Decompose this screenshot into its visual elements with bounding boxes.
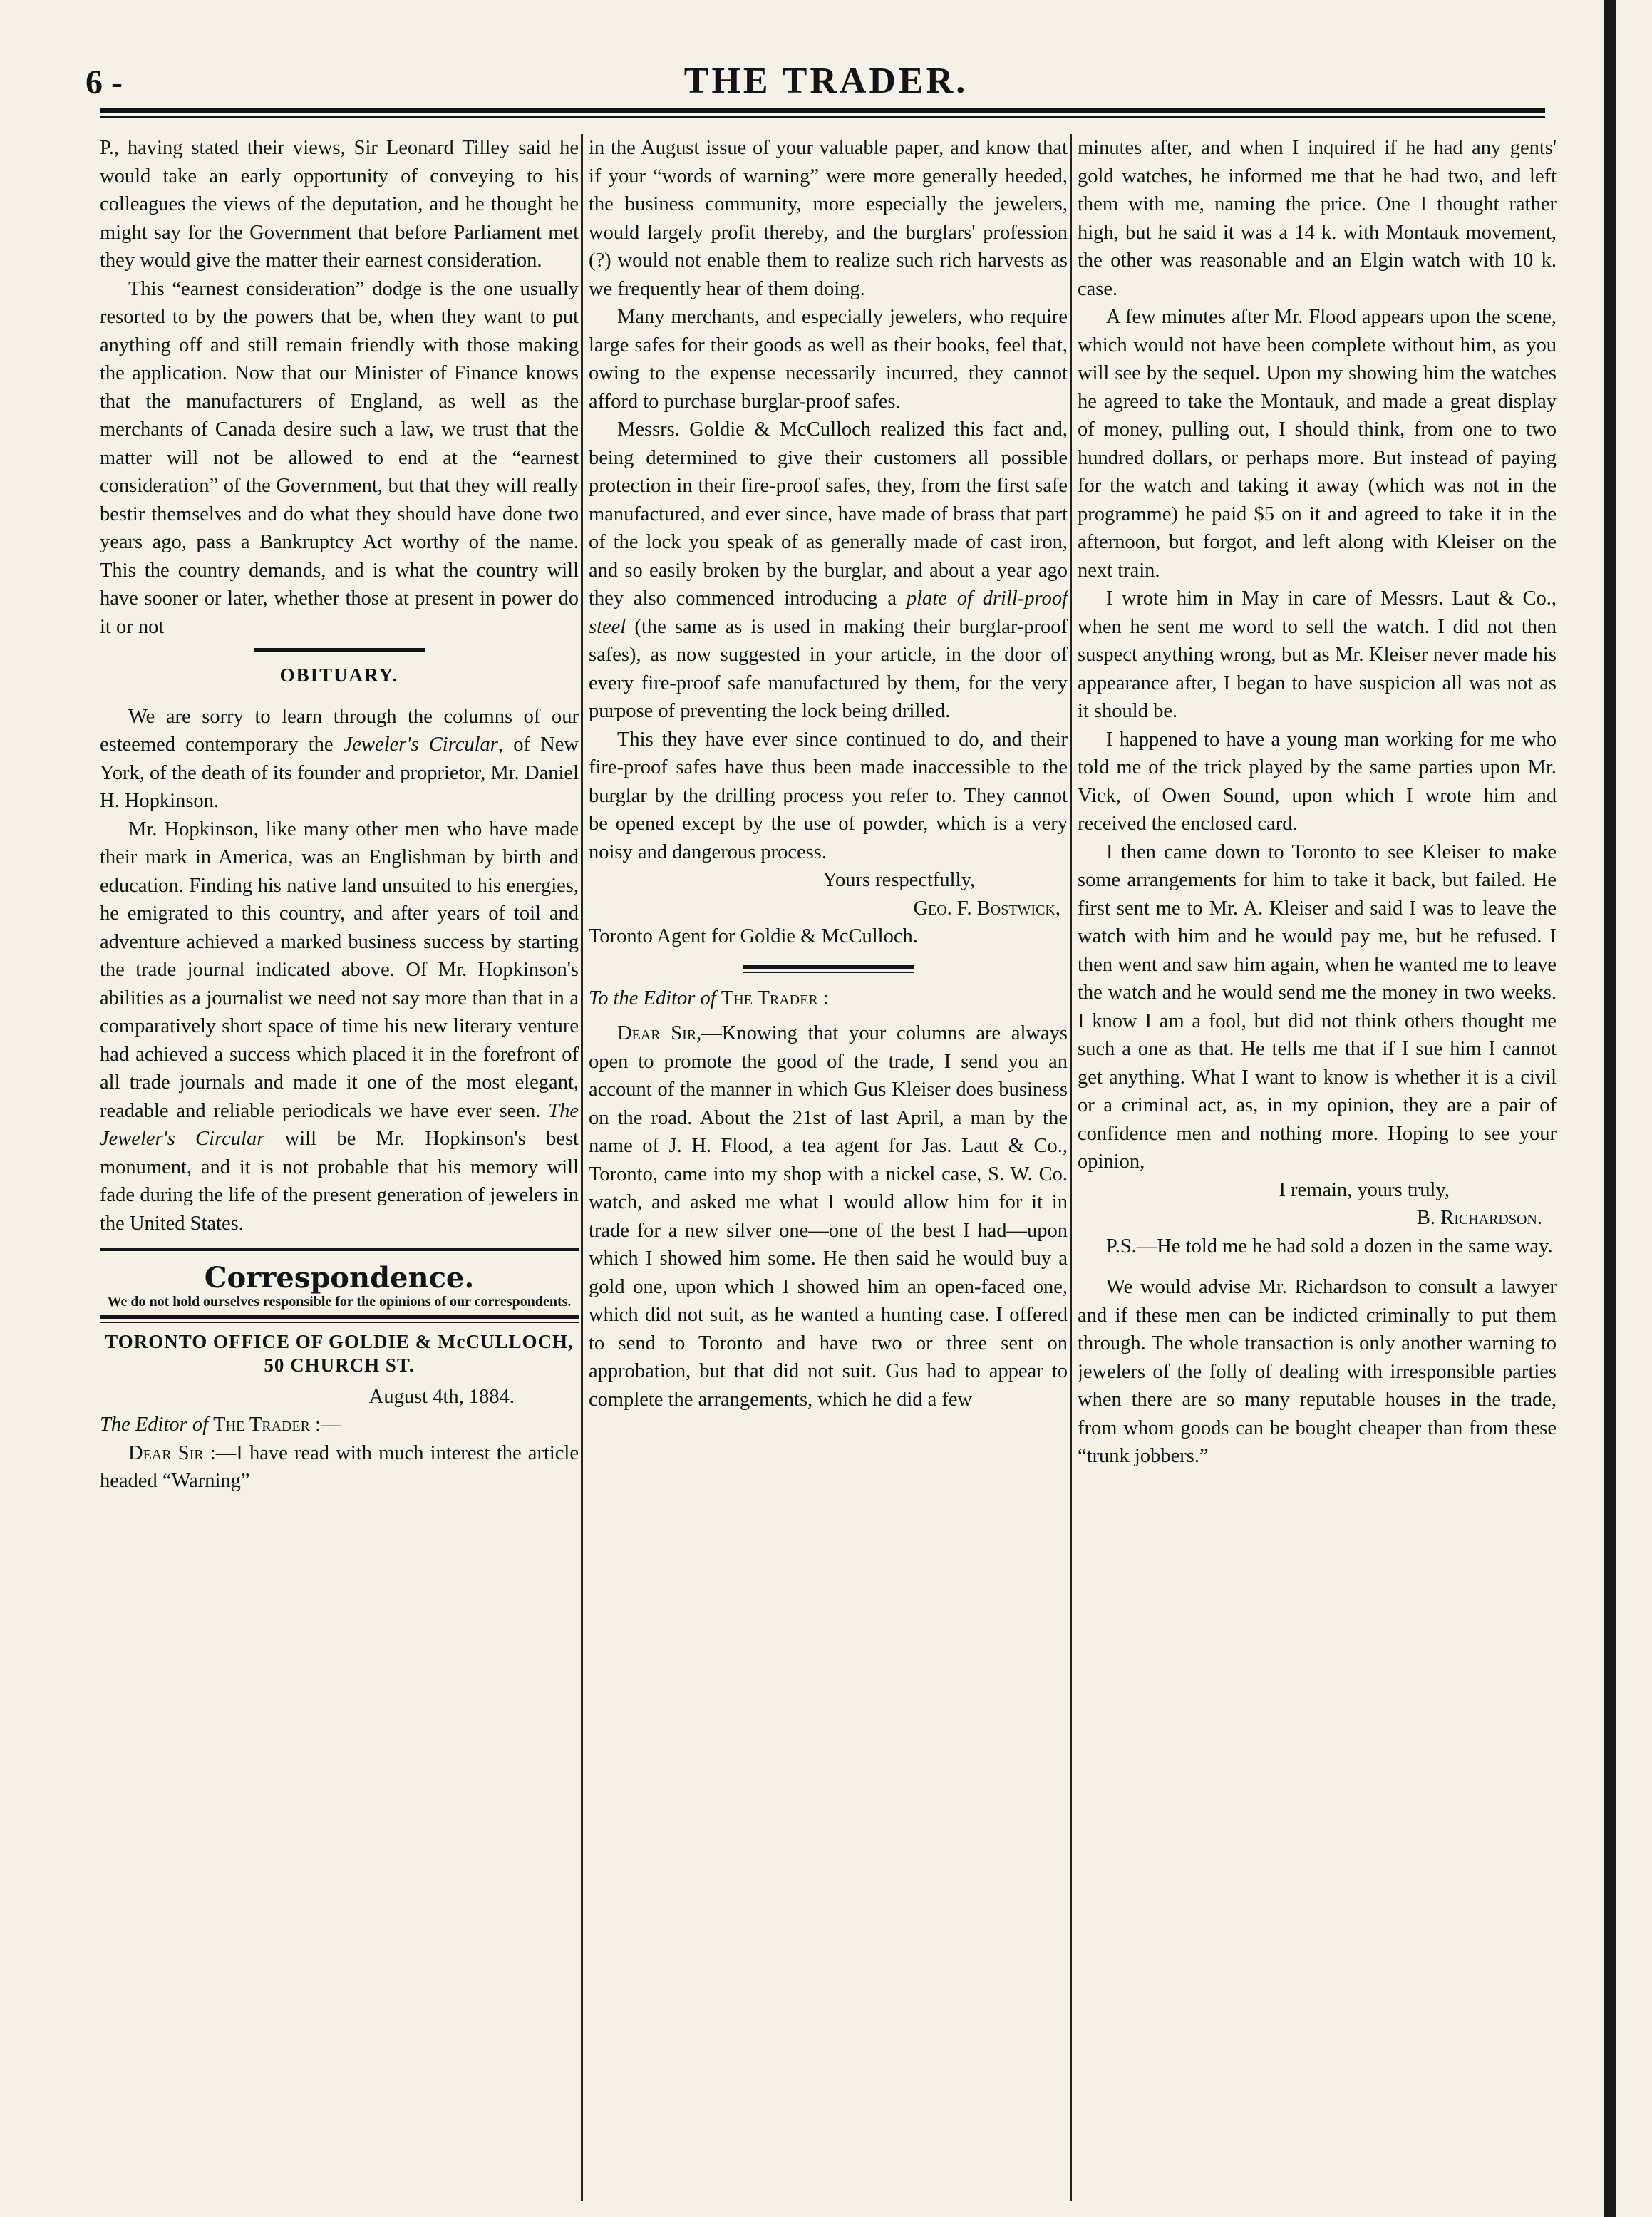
text-span: Dear Sir bbox=[617, 1022, 697, 1044]
letter-salutation bbox=[589, 984, 1068, 1013]
masthead: THE TRADER. bbox=[683, 61, 969, 101]
section-rule-thin bbox=[743, 972, 914, 973]
section-rule bbox=[743, 965, 914, 969]
paragraph: This “earnest consideration” dodge is the one usually resorted to by the powers that be, when they want to put anything off and still remain friendly with those making the application. Now that our Minister of Finance knows that the manufacturers of England, as well as the merchants of Canada desire such a law, we trust that the matter will not be allowed to end at the “earnest consideration” of the Government, but that they will really bestir themselves and do what they should have done two years ago, pass a Bankruptcy Act worthy of the name. This the country demands, and is what the country will have sooner or later, whether those at present in power do it or not bbox=[100, 277, 579, 638]
text-span: Mr. Hopkinson, like many other men who have made their mark in America, was an Englishman by birth and education. Finding his native land unsuited to his energies, he emigrated to this country, and after years of toil and adventure achieved a marked business success by starting the trade journal indicated above. Of Mr. Hopkinson's abilities as a journalist we need not say more than that in a comparatively short space of time his new literary venture had achieved a success which placed it in the forefront of all trade journals and made it one of the most elegant, readable and reliable periodicals we have ever seen. bbox=[100, 818, 579, 1122]
letter-signature-title: Toronto Agent for Goldie & McCulloch. bbox=[589, 925, 918, 947]
text-span: will be Mr. Hopkinson's best monument, and it is not probable that his memory will fade during the life of the present generation of jewelers in the United States. bbox=[100, 1128, 579, 1235]
publication-title: The Jeweler's Circular bbox=[100, 1099, 579, 1150]
page-edge-border bbox=[1604, 0, 1616, 2217]
text-span: We are sorry to learn through the columns of our esteemed contemporary the bbox=[100, 705, 579, 756]
text-span: The Editor of bbox=[100, 1414, 214, 1436]
column-3 bbox=[1078, 134, 1557, 2187]
paragraph: A few minutes after Mr. Flood appears upon the scene, which would not have been complete without him, as you will see by the sequel. Upon my showing him the watches he agreed to take the Montauk, and made a great display of money, pulling out, I should think, from one to two hundred dollars, or perhaps more. But instead of paying for the watch and taking it away (which was not in the programme) he paid $5 on it and agreed to take it in the afternoon, but forgot, and left along with Kleiser on the next train. bbox=[1078, 306, 1557, 582]
text-span: To the Editor of bbox=[589, 987, 721, 1009]
text-span: :—I have read with much interest the article headed “Warning” bbox=[100, 1441, 579, 1492]
letter-closing: I remain, yours truly, bbox=[1279, 1178, 1450, 1201]
letter-closing: Yours respectfully, bbox=[822, 869, 975, 891]
column-divider bbox=[1070, 134, 1072, 2201]
letter-date: August 4th, 1884. bbox=[368, 1385, 515, 1408]
paragraph bbox=[100, 1439, 579, 1496]
section-rule bbox=[100, 1248, 579, 1251]
text-span: : bbox=[817, 987, 829, 1009]
header-rule-thin bbox=[100, 116, 1545, 118]
paragraph: minutes after, and when I inquired if he had any gents' gold watches, he informed me that he had two, and left them with me, naming the price. One I thought rather high, but he said it was a 14 k. with Montauk movement, the other was reasonable and an Elgin watch with 10 k. case. bbox=[1078, 137, 1557, 300]
paragraph: We would advise Mr. Richardson to consult a lawyer and if these men can be indicted criminally to put them through. The whole transaction is only another warning to jewelers of the folly of dealing with irresponsible parties when there are so many reputable houses in the trade, from whom goods can be bought cheaper than from these “trunk jobbers.” bbox=[1078, 1276, 1557, 1467]
paragraph bbox=[100, 703, 579, 816]
paragraph: in the August issue of your valuable paper, and know that if your “words of warning” were more generally heeded, the business community, more especially the jewelers, would largely profit thereby, and the burglars' profession (?) would not enable them to realize such rich harvests as we frequently hear of them doing. bbox=[589, 137, 1068, 300]
paragraph bbox=[100, 816, 579, 1238]
obituary-heading: OBITUARY. bbox=[279, 664, 399, 686]
text-span: (the same as is used in making their burglar-proof safes), as now suggested in your article, in the door of every fire-proof safe manufactured by them, for the very purpose of preventing the lock being drilled. bbox=[589, 615, 1068, 722]
paragraph: Many merchants, and especially jewelers, who require large safes for their goods as well as their books, feel that, owing to the expense necessarily incurred, they cannot afford to purchase burglar-proof safes. bbox=[589, 306, 1068, 413]
text-span: The Trader bbox=[213, 1414, 311, 1436]
correspondence-heading: Correspondence. bbox=[204, 1261, 475, 1295]
paragraph: I happened to have a young man working for me who told me of the trick played by the same parties upon Mr. Vick, of Owen Sound, upon which I wrote him and received the enclosed card. bbox=[1078, 728, 1557, 835]
postscript: P.S.—He told me he had sold a dozen in the same way. bbox=[1106, 1235, 1553, 1257]
text-span: Dear Sir bbox=[128, 1441, 204, 1464]
column-1 bbox=[100, 134, 579, 2187]
letter-signature: Geo. F. Bostwick, bbox=[913, 897, 1060, 920]
section-rule bbox=[100, 1315, 579, 1319]
letter-signature: B. Richardson. bbox=[1416, 1207, 1542, 1229]
text-span: plate of drill-proof steel bbox=[589, 587, 1068, 638]
correspondence-disclaimer: We do not hold ourselves responsible for the opinions of our correspondents. bbox=[107, 1293, 572, 1310]
paragraph bbox=[589, 1019, 1068, 1414]
column-divider bbox=[581, 134, 583, 2201]
section-rule bbox=[254, 648, 425, 652]
paragraph bbox=[589, 416, 1068, 726]
text-span: The Trader bbox=[721, 987, 818, 1009]
publication-title: Jeweler's Circular bbox=[343, 734, 498, 756]
paragraph: P., having stated their views, Sir Leonard Tilley said he would take an early opportunity of conveying to his colleagues the views of the deputation, and he thought he might say for the Government that before Parliament met they would give the matter their earnest consideration. bbox=[100, 137, 579, 272]
letter-salutation bbox=[100, 1411, 579, 1439]
page-number: 6 - bbox=[86, 63, 123, 101]
paragraph: This they have ever since continued to do, and their fire-proof safes have thus been made inaccessible to the burglar by the drilling process you refer to. They cannot be opened except by the use of powder, which is a very noisy and dangerous process. bbox=[589, 728, 1068, 863]
letter-heading: TORONTO OFFICE OF GOLDIE & McCULLOCH, 50 CHURCH ST. bbox=[105, 1330, 574, 1376]
text-span: :— bbox=[310, 1414, 341, 1436]
section-rule-thin bbox=[100, 1322, 579, 1323]
text-span: ,—Knowing that your columns are always open to promote the good of the trade, I send you an account of the manner in which Gus Kleiser does business on the road. About the 21st of last April, a man by the name of J. H. Flood, a tea agent for Jas. Laut & Co., Toronto, came into my shop with a nickel case, S. W. Co. watch, and asked me what I would allow him for it in trade for a new silver one—one of the best I had—upon which I showed him some. He then said he would buy a gold one, upon which I showed him an open-faced one, which did not suit, as he wanted a hunting case. I offered to send to Toronto and have two or three sent on approbation, but that did not suit. Gus had to appear to complete the arrangements, which he did a few bbox=[589, 1022, 1068, 1411]
header-rule bbox=[100, 108, 1545, 113]
text-span: Messrs. Goldie & McCulloch realized this fact and, being determined to give their customers all possible protection in their fire-proof safes, they, from the first safe manufactured, and ever since, have made of brass that part of the lock you speak of as generally made of cast iron, and so easily broken by the burglar, and about a year ago they also commenced introducing a bbox=[589, 418, 1068, 609]
text-span: , of New York, of the death of its founder and proprietor, Mr. Daniel H. Hopkinson. bbox=[100, 734, 579, 812]
paragraph: I then came down to Toronto to see Kleiser to make some arrangements for him to take it back, but failed. He first sent me to Mr. A. Kleiser and said I was to leave the watch with him and he would pay me, but he refused. I then went and saw him again, when he wanted me to leave the watch and he would send me the money in two weeks. I know I am a fool, but did not think others thought me such a one as that. He tells me that if I sue him I cannot get anything. What I want to know is whether it is a civil or a criminal act, as, in my opinion, they are a pair of confidence men and nothing more. Hoping to see your opinion, bbox=[1078, 840, 1557, 1173]
column-2 bbox=[589, 134, 1068, 2187]
paragraph: I wrote him in May in care of Messrs. Laut & Co., when he sent me word to sell the watch. I did not then suspect anything wrong, but as Mr. Kleiser never made his appearance after, I began to have suspicion all was not as it should be. bbox=[1078, 587, 1557, 722]
